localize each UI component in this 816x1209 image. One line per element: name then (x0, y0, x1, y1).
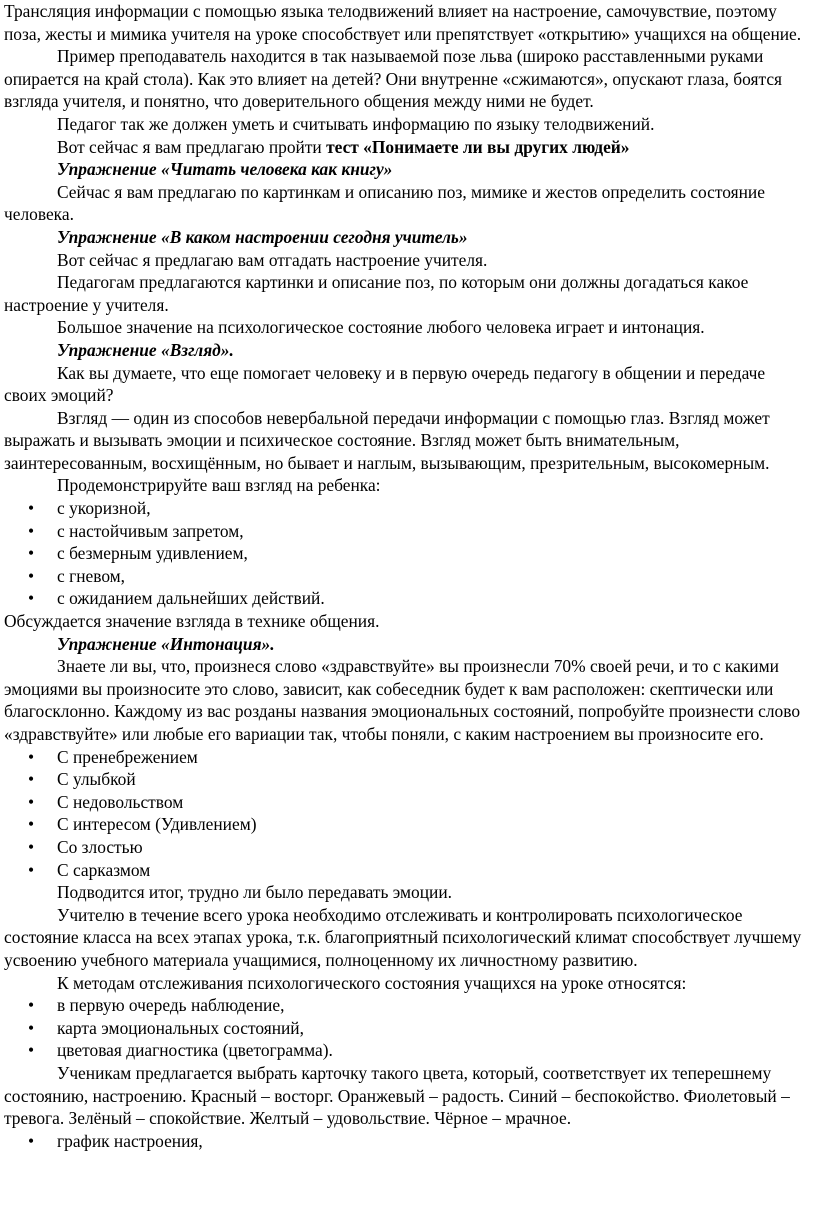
list-item-text: с настойчивым запретом, (57, 520, 244, 541)
bullet-icon: • (28, 1017, 35, 1038)
paragraph: Вот сейчас я предлагаю вам отгадать настроение учителя. (57, 249, 488, 270)
paragraph: Продемонстрируйте ваш взгляд на ребенка: (57, 475, 381, 496)
list-item-text: в первую очередь наблюдение, (57, 995, 285, 1016)
list-item-text: с укоризной, (57, 498, 151, 519)
bullet-icon: • (28, 1040, 35, 1061)
paragraph: Трансляция информации с помощью языка телодвижений влияет на настроение, самочувствие, поэтому поза, жесты и мимика учителя на уроке способствует или препятствует «открытию» учащихся на общение. (4, 1, 802, 44)
bullet-icon: • (28, 769, 35, 790)
list-item (4, 587, 810, 610)
bullet-icon: • (28, 836, 35, 857)
list-item-text: с гневом, (57, 565, 126, 586)
paragraph: Обсуждается значение взгляда в технике общения. (4, 611, 380, 632)
paragraph-test (4, 136, 810, 159)
list-item-text: с ожиданием дальнейших действий. (57, 588, 325, 609)
bullet-icon: • (28, 1130, 35, 1151)
list-item-text: цветовая диагностика (цветограмма). (57, 1040, 333, 1061)
list-item (4, 1039, 810, 1062)
exercise-heading: Упражнение «Взгляд». (57, 339, 234, 360)
list-item-text: С недовольством (57, 791, 184, 812)
list-item (4, 859, 810, 882)
list-item (4, 1130, 810, 1153)
list-item-text: график настроения, (57, 1130, 203, 1151)
bullet-icon: • (28, 498, 35, 519)
bullet-icon: • (28, 859, 35, 880)
bullet-icon: • (28, 588, 35, 609)
list-item (4, 497, 810, 520)
bullet-icon: • (28, 746, 35, 767)
bullet-icon: • (28, 520, 35, 541)
paragraph: Педагогам предлагаются картинки и описание поз, по которым они должны догадаться какое настроение у учителя. (4, 272, 749, 315)
list-item (4, 520, 810, 543)
test-title: тест «Понимаете ли вы других людей» (326, 136, 630, 157)
paragraph: Большое значение на психологическое состояние любого человека играет и интонация. (57, 317, 705, 338)
list-item (4, 791, 810, 814)
paragraph: Учителю в течение всего урока необходимо отслеживать и контролировать психологическое состояние класса на всех этапах урока, т.к. благоприятный психологический климат способствует лучшему усвоению учебного материала учащимися, полноценному их личностному развитию. (4, 904, 802, 970)
paragraph: Педагог так же должен уметь и считывать информацию по языку телодвижений. (57, 113, 655, 134)
list-item-text: С сарказмом (57, 859, 151, 880)
last-list (4, 1130, 810, 1153)
list-item-text: С улыбкой (57, 769, 136, 790)
list-item (4, 994, 810, 1017)
bullet-icon: • (28, 995, 35, 1016)
list-item (4, 1017, 810, 1040)
paragraph: Пример преподаватель находится в так называемой позе льва (широко расставленными руками опирается на край стола). Как это влияет на детей? Они внутренне «сжимаются», опускают глаза, боятся взгляда учителя, и понятно, что доверительного общения между ними не будет. (4, 46, 783, 112)
paragraph: К методам отслеживания психологического состояния учащихся на уроке относятся: (57, 972, 687, 993)
list-item-text: С интересом (Удивлением) (57, 814, 257, 835)
bullet-icon: • (28, 543, 35, 564)
bullet-icon: • (28, 565, 35, 586)
paragraph: Знаете ли вы, что, произнеся слово «здравствуйте» вы произнесли 70% своей речи, и то с какими эмоциями вы произносите это слово, зависит, как собеседник будет к вам расположен: скептически или благосклонно. Каждому из вас розданы названия эмоциональных состояний, попробуйте произнести слово «здравствуйте» или любые его вариации так, чтобы поняли, с каким настроением вы произносите его. (4, 656, 801, 744)
list-item (4, 836, 810, 859)
bullet-icon: • (28, 791, 35, 812)
paragraph-text: Вот сейчас я вам предлагаю пройти (57, 136, 327, 157)
exercise-heading: Упражнение «В каком настроении сегодня учитель» (57, 226, 468, 247)
list-item (4, 813, 810, 836)
exercise-heading: Упражнение «Читать человека как книгу» (57, 159, 393, 180)
list-item (4, 542, 810, 565)
list-item-text: с безмерным удивлением, (57, 543, 248, 564)
list-item-text: С пренебрежением (57, 746, 198, 767)
paragraph: Как вы думаете, что еще помогает человеку и в первую очередь педагогу в общении и передаче своих эмоций? (4, 362, 766, 406)
paragraph: Подводится итог, трудно ли было передавать эмоции. (57, 882, 453, 903)
list-item (4, 746, 810, 769)
paragraph: Взгляд — один из способов невербальной передачи информации с помощью глаз. Взгляд может выражать и вызывать эмоции и психическое состояние. Взгляд может быть внимательным, заинтересованным, восхищённым, но бывает и наглым, вызывающим, презрительным, высокомерным. (4, 407, 770, 473)
list-item-text: Со злостью (57, 836, 143, 857)
paragraph: Сейчас я вам предлагаю по картинкам и описанию поз, мимике и жестов определить состояние человека. (4, 181, 765, 225)
intonation-list (4, 746, 810, 882)
exercise-heading: Упражнение «Интонация». (57, 633, 275, 654)
gaze-list (4, 497, 810, 610)
methods-list (4, 994, 810, 1062)
bullet-icon: • (28, 814, 35, 835)
list-item-text: карта эмоциональных состояний, (57, 1017, 304, 1038)
list-item (4, 768, 810, 791)
paragraph: Ученикам предлагается выбрать карточку такого цвета, который, соответствует их теперешнему состоянию, настроению. Красный – восторг. Оранжевый – радость. Синий – беспокойство. Фиолетовый – тревога. Зелёный – спокойствие. Желтый – удовольствие. Чёрное – мрачное. (4, 1062, 790, 1129)
list-item (4, 565, 810, 588)
